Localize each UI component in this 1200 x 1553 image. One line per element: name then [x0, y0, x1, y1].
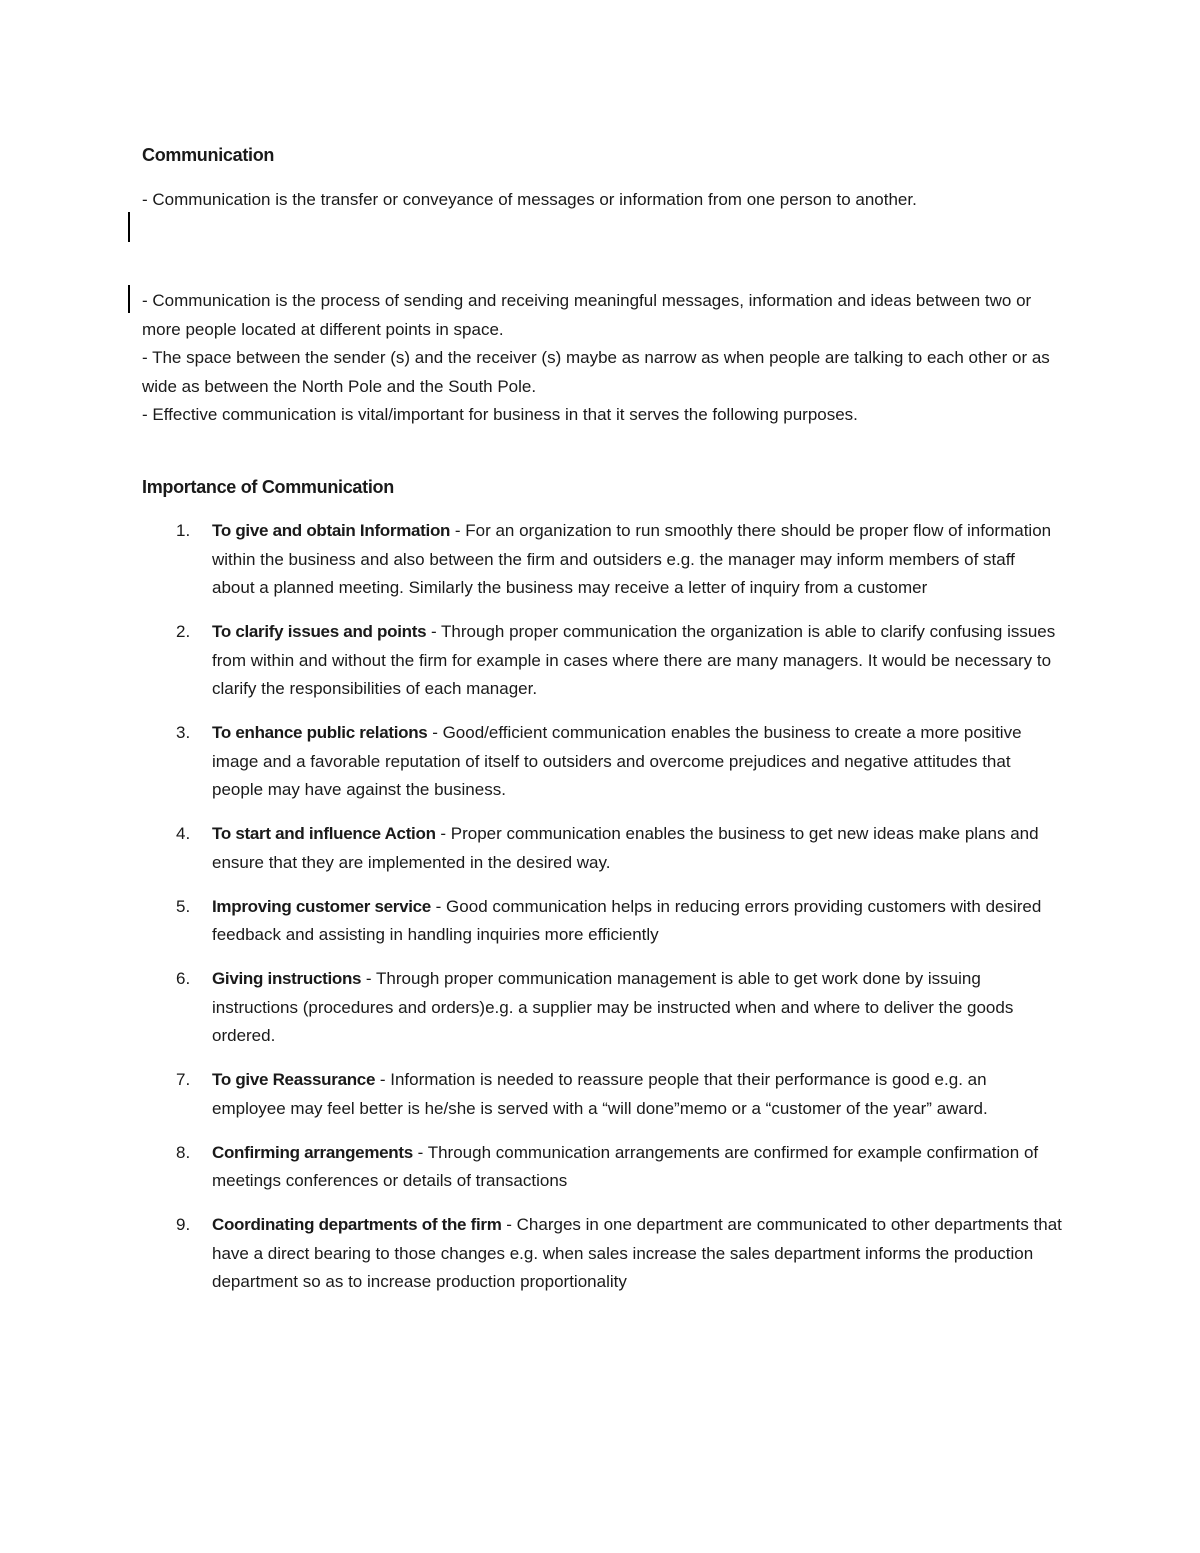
list-item-term: To give Reassurance	[212, 1070, 376, 1089]
list-item	[142, 820, 1062, 877]
list-item-text: - For an organization to run smoothly there should be proper flow of information within the business and also between the firm and outsiders e.g. the manager may inform members of staff about a planned meeting. Similarly the business may receive a letter of inquiry from a customer	[212, 521, 1052, 597]
list-item-number: 6.	[176, 969, 191, 988]
list-item-term: To clarify issues and points	[212, 622, 427, 641]
list-item-text: - Information is needed to reassure people that their performance is good e.g. an employee may feel better is he/she is served with a “will done”memo or a “customer of the year” award.	[212, 1070, 988, 1118]
definition-2: - Communication is the process of sending and receiving meaningful messages, information and ideas between two or more people located at different points in space.	[142, 291, 1032, 339]
list-item-number: 7.	[176, 1070, 191, 1089]
list-item	[142, 893, 1062, 950]
list-item-number: 5.	[176, 896, 191, 916]
list-item	[142, 965, 1062, 1051]
list-item-number: 2.	[176, 622, 191, 641]
list-item	[142, 618, 1062, 704]
list-item-text: - Proper communication enables the business to get new ideas make plans and ensure that they are implemented in the desired way.	[212, 824, 1039, 872]
list-item	[142, 1066, 1062, 1123]
list-item	[142, 1211, 1062, 1297]
list-item-term: To give and obtain Information	[212, 521, 451, 540]
list-item	[142, 517, 1062, 603]
definition-4: - Effective communication is vital/important for business in that it serves the following purposes.	[142, 405, 858, 424]
list-item-term: Coordinating departments of the firm	[212, 1215, 502, 1234]
list-item-term: To start and influence Action	[212, 824, 436, 843]
text-cursor-2	[128, 285, 130, 313]
list-item-number: 3.	[176, 723, 191, 742]
list-item-term: To enhance public relations	[212, 723, 428, 742]
importance-list	[142, 517, 1062, 1312]
list-item-term: Improving customer service	[212, 896, 431, 916]
list-item-term: Giving instructions	[212, 969, 362, 988]
list-item	[142, 1139, 1062, 1196]
list-item-text: - Good/efficient communication enables the business to create a more positive image and a favorable reputation of itself to outsiders and overcome prejudices and negative attitudes that people may have against the business.	[212, 723, 1022, 799]
heading-communication: Communication	[142, 145, 275, 165]
list-item-number: 9.	[176, 1215, 191, 1234]
list-item-number: 8.	[176, 1142, 191, 1162]
list-item-term: Confirming arrangements	[212, 1142, 413, 1162]
list-item-text: - Through communication arrangements are confirmed for example confirmation of meetings conferences or details of transactions	[212, 1142, 1039, 1190]
list-item-text: - Charges in one department are communicated to other departments that have a direct bearing to those changes e.g. when sales increase the sales department informs the production department so as to increase production proportionality	[212, 1215, 1062, 1291]
list-item	[142, 719, 1062, 805]
text-cursor-1	[128, 212, 130, 242]
list-item-text: - Through proper communication the organization is able to clarify confusing issues from within and without the firm for example in cases where there are many managers. It would be necessary to clarify the responsibilities of each manager.	[212, 622, 1056, 698]
definition-3: - The space between the sender (s) and the receiver (s) maybe as narrow as when people are talking to each other or as wide as between the North Pole and the South Pole.	[142, 348, 1050, 396]
list-item-text: - Through proper communication management is able to get work done by issuing instructions (procedures and orders)e.g. a supplier may be instructed when and where to deliver the goods ordered.	[212, 969, 1014, 1045]
list-item-number: 4.	[176, 824, 191, 843]
list-item-number: 1.	[176, 521, 191, 540]
heading-importance: Importance of Communication	[142, 477, 394, 497]
definition-1: - Communication is the transfer or conveyance of messages or information from one person to another.	[142, 190, 917, 209]
list-item-text: - Good communication helps in reducing errors providing customers with desired feedback and assisting in handling inquiries more efficiently	[212, 896, 1042, 944]
